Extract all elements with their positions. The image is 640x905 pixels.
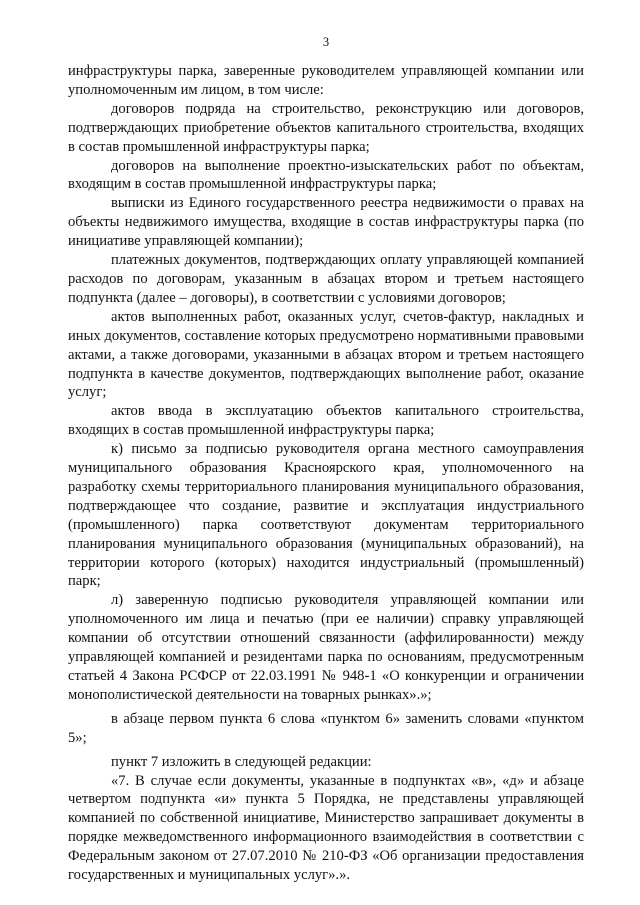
paragraph: пункт 7 изложить в следующей редакции: (111, 753, 372, 770)
document-body (68, 62, 584, 885)
paragraph: договоров подряда на строительство, реконструкцию или договоров, подтверждающих приобретение объектов капитального строительства, входящих в состав промышленной инфраструктуры парка; (68, 100, 584, 155)
paragraph: выписки из Единого государственного реестра недвижимости о правах на объекты недвижимого имущества, входящие в состав инфраструктуры парка (по инициативе управляющей компании); (68, 195, 584, 250)
paragraph: актов ввода в эксплуатацию объектов капитального строительства, входящих в состав промышленной инфраструктуры парка; (68, 403, 584, 439)
paragraph: «7. В случае если документы, указанные в подпунктах «в», «д» и абзаце четвертом подпункта «и» пункта 5 Порядка, не представлены управляющей компанией по собственной инициативе, Министерство запрашивает документы в порядке межведомственного информационного взаимодействия в соответствии с Федеральным законом от 27.07.2010 № 210-ФЗ «Об организации предоставления государственных и муниципальных услуг».». (68, 772, 584, 884)
paragraph: в абзаце первом пункта 6 слова «пунктом 6» заменить словами «пунктом 5»; (68, 710, 584, 746)
page-number: 3 (322, 35, 330, 49)
paragraph: к) письмо за подписью руководителя органа местного самоуправления муниципального образования Красноярского края, уполномоченного на разработку схемы территориального планирования муниципального образования, подтверждающее что создание, развитие и эксплуатация индустриального (промышленного) парка соответствуют документам территориального планирования муниципального образования (муниципальных образований), на территории которого (которых) находится индустриальный (промышленный) парк; (68, 441, 584, 590)
paragraph: платежных документов, подтверждающих оплату управляющей компанией расходов по договорам, указанным в абзацах втором и третьем настоящего подпункта (далее – договоры), в соответствии с условиями договоров; (68, 252, 584, 306)
paragraph: л) заверенную подписью руководителя управляющей компании или уполномоченного им лица и печатью (при ее наличии) справку управляющей компании об отсутствии отношений связанности (аффилированности) между управляющей компанией и резидентами парка по основаниям, предусмотренным статьей 4 Закона РСФСР от 22.03.1991 № 948-1 «О конкуренции и ограничении монополистической деятельности на товарных рынках».»; (68, 592, 584, 703)
paragraph: инфраструктуры парка, заверенные руководителем управляющей компании или уполномоченным им лицом, в том числе: (68, 63, 584, 98)
paragraph: актов выполненных работ, оказанных услуг, счетов-фактур, накладных и иных документов, составление которых предусмотрено нормативными правовыми актами, а также договорами, указанными в абзацах втором и третьем настоящего подпункта в качестве документов, подтверждающих выполнение работ, оказание услуг; (68, 308, 584, 401)
paragraph: договоров на выполнение проектно-изыскательских работ по объектам, входящим в состав промышленной инфраструктуры парка; (68, 157, 584, 193)
